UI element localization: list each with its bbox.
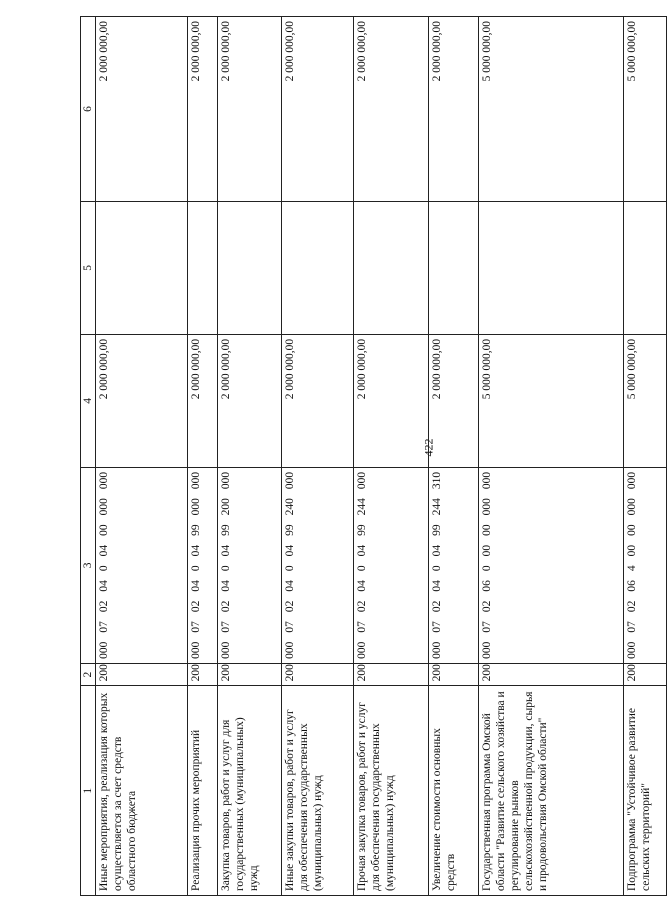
code-part: 02	[190, 600, 202, 613]
code-part: 244	[431, 498, 443, 516]
code-part: 07	[481, 621, 493, 633]
value-cell-4: 2 000 000,00	[96, 334, 188, 467]
value-cell-4: 2 000 000,00	[188, 334, 218, 467]
value-cell-6: 5 000 000,00	[624, 17, 667, 202]
value-cell-6: 2 000 000,00	[96, 17, 188, 202]
code-part: 06	[626, 580, 638, 592]
name-cell: Государственная программа Омской области "Развитие сельского хозяйства и регулирование рынков сельскохозяйственной продукции, сырья и продовольствия Омской области"	[479, 686, 624, 896]
code-cell	[479, 467, 624, 663]
value-cell-6: 5 000 000,00	[479, 17, 624, 202]
code-cell	[429, 467, 479, 663]
code-part: 07	[220, 621, 232, 633]
page-number: 422	[421, 438, 436, 457]
code-part: 06	[481, 580, 493, 592]
code-part: 99	[356, 524, 368, 536]
value-cell-2: 200	[429, 663, 479, 686]
code-part: 02	[284, 600, 296, 613]
code-part: 02	[356, 600, 368, 613]
code-part: 02	[220, 600, 232, 613]
code-part: 00	[481, 544, 493, 557]
code-part: 02	[626, 600, 638, 613]
value-cell-5	[96, 201, 188, 334]
value-cell-5	[218, 201, 282, 334]
code-part: 07	[190, 621, 202, 633]
table-row	[354, 17, 429, 896]
code-part: 07	[431, 621, 443, 633]
value-cell-5	[624, 201, 667, 334]
header-cell-2: 2	[81, 663, 96, 686]
code-part: 0	[284, 565, 296, 572]
code-cell	[218, 467, 282, 663]
value-cell-4: 2 000 000,00	[218, 334, 282, 467]
table-row	[96, 17, 188, 896]
table-row	[429, 17, 479, 896]
value-cell-2: 200	[188, 663, 218, 686]
code-part: 00	[481, 524, 493, 536]
name-cell: Увеличение стоимости основных средств	[429, 686, 479, 896]
code-part: 000	[98, 498, 110, 516]
name-cell: Иные мероприятия, реализация которых осуществляется за счет средств областного бюджета	[96, 686, 188, 896]
name-cell: Иные закупки товаров, работ и услуг для обеспечения государственных (муниципальных) нужд	[282, 686, 354, 896]
value-cell-4: 5 000 000,00	[479, 334, 624, 467]
value-cell-2: 200	[354, 663, 429, 686]
name-cell: Прочая закупка товаров, работ и услуг для обеспечения государственных (муниципальных) нужд	[354, 686, 429, 896]
code-cell	[624, 467, 667, 663]
code-part: 000	[626, 641, 638, 659]
code-part: 0	[190, 565, 202, 572]
code-part: 04	[98, 580, 110, 592]
header-cell-3: 3	[81, 467, 96, 663]
rotated-table-frame	[80, 16, 652, 896]
code-part: 000	[481, 641, 493, 659]
code-cell	[188, 467, 218, 663]
header-cell-6: 6	[81, 17, 96, 202]
code-part: 99	[220, 524, 232, 536]
code-part: 99	[190, 524, 202, 536]
value-cell-2: 200	[624, 663, 667, 686]
value-cell-4: 2 000 000,00	[354, 334, 429, 467]
code-part: 99	[431, 524, 443, 536]
code-part: 04	[431, 544, 443, 557]
value-cell-4: 2 000 000,00	[429, 334, 479, 467]
code-part: 07	[284, 621, 296, 633]
code-part: 04	[284, 580, 296, 592]
budget-table	[80, 16, 667, 896]
code-part: 000	[284, 641, 296, 659]
value-cell-4: 5 000 000,00	[624, 334, 667, 467]
code-part: 4	[626, 565, 638, 572]
code-part: 240	[284, 498, 296, 516]
name-cell: Закупка товаров, работ и услуг для государственных (муниципальных) нужд	[218, 686, 282, 896]
value-cell-5	[188, 201, 218, 334]
code-part: 200	[220, 498, 232, 516]
value-cell-2: 200	[218, 663, 282, 686]
table-row	[479, 17, 624, 896]
value-cell-6: 2 000 000,00	[188, 17, 218, 202]
code-part: 02	[481, 600, 493, 613]
code-part: 000	[190, 641, 202, 659]
value-cell-6: 2 000 000,00	[282, 17, 354, 202]
code-part: 000	[481, 498, 493, 516]
code-part: 04	[220, 580, 232, 592]
value-cell-5	[282, 201, 354, 334]
code-part: 00	[626, 524, 638, 536]
name-cell: Реализация прочих мероприятий	[188, 686, 218, 896]
code-cell	[354, 467, 429, 663]
value-cell-5	[354, 201, 429, 334]
value-cell-4: 2 000 000,00	[282, 334, 354, 467]
code-part: 04	[356, 544, 368, 557]
code-part: 04	[431, 580, 443, 592]
code-part: 04	[284, 544, 296, 557]
code-part: 000	[284, 471, 296, 490]
code-part: 04	[98, 544, 110, 557]
code-part: 000	[190, 498, 202, 516]
code-part: 0	[220, 565, 232, 572]
code-part: 000	[481, 471, 493, 490]
code-part: 00	[626, 544, 638, 557]
code-part: 0	[431, 565, 443, 572]
code-part: 000	[98, 641, 110, 659]
code-part: 0	[481, 565, 493, 572]
code-part: 04	[190, 580, 202, 592]
code-part: 00	[98, 524, 110, 536]
code-part: 0	[98, 565, 110, 572]
table-row	[624, 17, 667, 896]
value-cell-5	[429, 201, 479, 334]
code-part: 000	[356, 641, 368, 659]
code-cell	[282, 467, 354, 663]
code-part: 000	[220, 641, 232, 659]
header-cell-4: 4	[81, 334, 96, 467]
code-part: 0	[356, 565, 368, 572]
code-part: 04	[190, 544, 202, 557]
code-part: 244	[356, 498, 368, 516]
code-part: 000	[356, 471, 368, 490]
value-cell-2: 200	[282, 663, 354, 686]
table-row	[218, 17, 282, 896]
code-part: 07	[626, 621, 638, 633]
code-part: 000	[98, 471, 110, 490]
code-part: 07	[356, 621, 368, 633]
header-row	[81, 17, 96, 896]
table-row	[188, 17, 218, 896]
value-cell-6: 2 000 000,00	[429, 17, 479, 202]
value-cell-6: 2 000 000,00	[354, 17, 429, 202]
header-cell-1: 1	[81, 686, 96, 896]
value-cell-2: 200	[479, 663, 624, 686]
name-cell: Подпрограмма "Устойчивое развитие сельских территорий"	[624, 686, 667, 896]
value-cell-5	[479, 201, 624, 334]
code-part: 000	[190, 471, 202, 490]
value-cell-2: 200	[96, 663, 188, 686]
code-part: 310	[431, 471, 443, 490]
code-part: 04	[220, 544, 232, 557]
code-part: 000	[626, 498, 638, 516]
code-part: 000	[431, 641, 443, 659]
code-part: 99	[284, 524, 296, 536]
code-part: 04	[356, 580, 368, 592]
code-part: 02	[98, 600, 110, 613]
value-cell-6: 2 000 000,00	[218, 17, 282, 202]
header-cell-5: 5	[81, 201, 96, 334]
code-cell	[96, 467, 188, 663]
code-part: 000	[626, 471, 638, 490]
code-part: 07	[98, 621, 110, 633]
table-row	[282, 17, 354, 896]
code-part: 02	[431, 600, 443, 613]
code-part: 000	[220, 471, 232, 490]
rotated-table-wrapper	[80, 16, 652, 896]
